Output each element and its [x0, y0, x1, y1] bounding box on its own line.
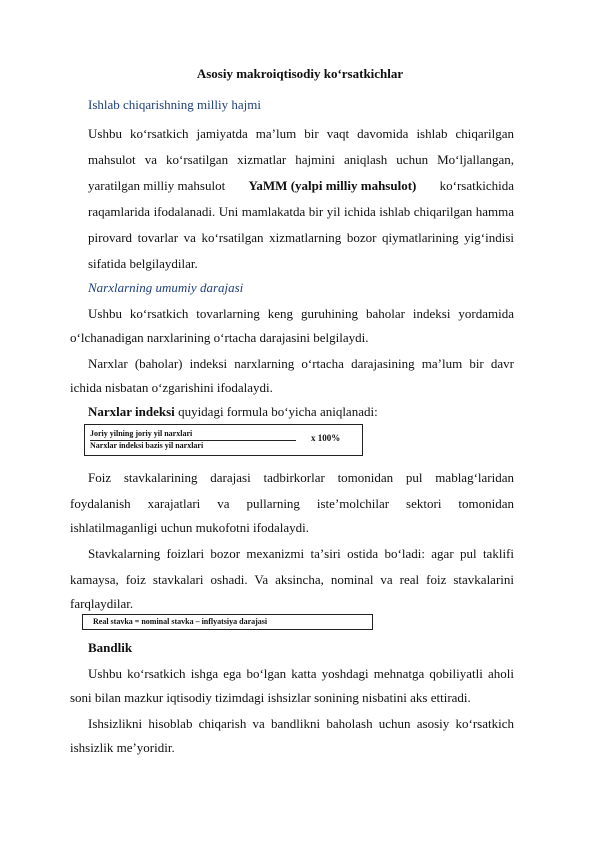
price-index-formula-box: [84, 424, 363, 456]
section-heading-national-output: Ishlab chiqarishning milliy hajmi: [88, 97, 261, 112]
paragraph-line: pirovard tovarlar va koʻrsatilgan xizmatlarning bozor qiymatlarining yigʻindisi: [88, 230, 514, 245]
real-rate-formula: Real stavka = nominal stavka – inflyatsiya darajasi: [93, 617, 268, 626]
real-rate-formula-box: [82, 614, 373, 630]
paragraph-line: sifatida belgilaydilar.: [88, 256, 198, 271]
paragraph-line: Ishsizlikni hisoblab chiqarish va bandlikni baholash uchun asosiy koʻrsatkich: [88, 716, 514, 731]
paragraph-line: ishsizlik meʼyoridir.: [70, 740, 175, 755]
paragraph-line: raqamlarida ifodalanadi. Uni mamlakatda bir yil ichida ishlab chiqarilgan hamma: [88, 204, 514, 219]
paragraph-line: foydalanish xarajatlari va pullarning isteʼmolchilar sektori tomonidan: [70, 496, 514, 511]
paragraph-line: Ushbu koʻrsatkich jamiyatda maʼlum bir vaqt davomida ishlab chiqarilgan: [88, 126, 514, 141]
paragraph-line: yaratilgan milliy mahsulot YaMM (yalpi milliy mahsulot) koʻrsatkichida: [88, 178, 514, 193]
section-heading-employment: Bandlik: [88, 640, 133, 655]
yamm-term: YaMM (yalpi milliy mahsulot): [248, 178, 417, 193]
formula-denominator: Narxlar indeksi bazis yil narxlari: [90, 441, 204, 450]
page-title: Asosiy makroiqtisodiy koʻrsatkichlar: [196, 66, 404, 81]
price-index-term: Narxlar indeksi: [88, 404, 175, 419]
paragraph-line: farqlaydilar.: [70, 596, 134, 611]
formula-multiplier: x 100%: [311, 433, 341, 443]
paragraph-line: ishlatilmaganligi uchun mukofotni ifodalaydi.: [70, 520, 310, 535]
paragraph-line: Ushbu koʻrsatkich ishga ega boʻlgan katta yoshdagi mehnatga qobiliyatli aholi: [88, 666, 514, 681]
paragraph-line: Stavkalarning foizlari bozor mexanizmi taʼsiri ostida boʻladi: agar pul taklifi: [88, 546, 514, 561]
paragraph-line: Foiz stavkalarining darajasi tadbirkorlar tomonidan pul mablagʻlaridan: [88, 470, 514, 485]
paragraph-line: kamaysa, foiz stavkalari oshadi. Va aksincha, nominal va real foiz stavkalarini: [70, 572, 514, 587]
paragraph-line: Narxlar (baholar) indeksi narxlarning oʻrtacha darajasining maʼlum bir davr: [88, 356, 514, 371]
paragraph-line: Ushbu koʻrsatkich tovarlarning keng guruhining baholar indeksi yordamida: [88, 306, 514, 321]
paragraph-line: Narxlar indeksi quyidagi formula boʻyicha aniqlanadi:: [88, 404, 378, 419]
formula-numerator: Joriy yilning joriy yil narxlari: [90, 429, 193, 438]
paragraph-line: mahsulot va koʻrsatilgan xizmatlar hajmini aniqlash uchun Moʻljallangan,: [88, 152, 514, 167]
paragraph-line: ichida nisbatan oʻzgarishini ifodalaydi.: [70, 380, 273, 395]
paragraph-line: oʻlchanadigan narxlarining oʻrtacha darajasini belgilaydi.: [70, 330, 369, 345]
paragraph-line: soni bilan mazkur iqtisodiy tizimdagi ishsizlar sonining nisbatini aks ettiradi.: [70, 690, 471, 705]
section-heading-price-level: Narxlarning umumiy darajasi: [88, 280, 244, 295]
